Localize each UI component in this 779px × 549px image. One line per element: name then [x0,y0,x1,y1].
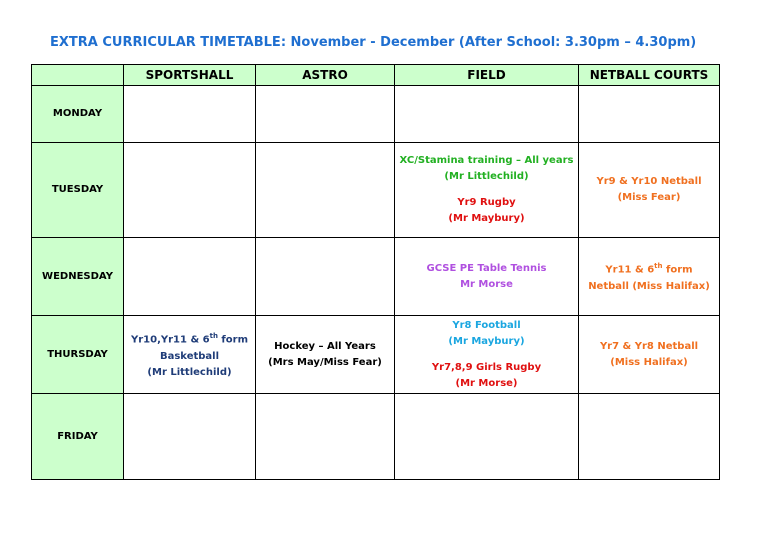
activity-hockey-title: Hockey – All Years [274,340,376,352]
day-label-tuesday: TUESDAY [32,143,124,238]
cell-tuesday-astro [256,143,395,238]
cell-friday-sportshall [124,394,256,480]
activity-basketball-years: Yr10,Yr11 & 6th form [130,332,249,346]
row-tuesday [32,143,720,238]
cell-tuesday-netball [579,143,720,238]
cell-thursday-astro [256,316,395,394]
activity-yr11-netball-staff: Netball (Miss Halifax) [588,280,710,292]
activity-yr8-football-title: Yr8 Football [452,319,521,331]
activity-table-tennis-staff: Mr Morse [460,278,513,290]
cell-friday-astro [256,394,395,480]
row-friday [32,394,720,480]
cell-tuesday-field [395,143,579,238]
cell-tuesday-sportshall [124,143,256,238]
activity-yr9-yr10-netball-staff: (Miss Fear) [617,192,681,203]
cell-monday-netball [579,86,720,143]
activity-yr9-rugby-staff: (Mr Maybury) [448,213,525,224]
row-thursday [32,316,720,394]
cell-wednesday-sportshall [124,238,256,316]
cell-thursday-netball [579,316,720,394]
activity-basketball-title: Basketball [159,350,220,362]
row-monday [32,86,720,143]
cell-thursday-field [395,316,579,394]
activity-xc-title: XC/Stamina training – All years [399,155,574,166]
header-row [32,65,720,86]
column-header-sportshall: SPORTSHALL [124,65,256,86]
column-header-field: FIELD [395,65,579,86]
column-header-netball-courts: NETBALL COURTS [579,65,720,86]
cell-monday-sportshall [124,86,256,143]
timetable [31,64,720,480]
activity-yr7-yr8-netball-staff: (Miss Halifax) [610,356,688,368]
activity-table-tennis-title: GCSE PE Table Tennis [426,262,547,274]
day-label-friday: FRIDAY [32,394,124,480]
activity-hockey-staff: (Mrs May/Miss Fear) [268,356,382,368]
activity-girls-rugby-staff: (Mr Morse) [455,377,518,389]
activity-yr9-yr10-netball-title: Yr9 & Yr10 Netball [596,176,702,187]
spacer [398,185,575,195]
cell-friday-netball [579,394,720,480]
page-title: EXTRA CURRICULAR TIMETABLE: November - December (After School: 3.30pm – 4.30pm) [50,35,697,50]
activity-yr9-rugby-title: Yr9 Rugby [457,197,516,208]
day-label-monday: MONDAY [32,86,124,143]
activity-yr8-football-staff: (Mr Maybury) [448,335,525,347]
cell-friday-field [395,394,579,480]
day-label-wednesday: WEDNESDAY [32,238,124,316]
day-label-thursday: THURSDAY [32,316,124,394]
cell-wednesday-astro [256,238,395,316]
corner-cell [32,65,124,86]
spacer [398,350,575,360]
column-header-astro: ASTRO [256,65,395,86]
cell-wednesday-field [395,238,579,316]
activity-yr11-netball-title: Yr11 & 6th form [605,262,693,276]
cell-monday-astro [256,86,395,143]
cell-thursday-sportshall [124,316,256,394]
cell-monday-field [395,86,579,143]
row-wednesday [32,238,720,316]
activity-yr7-yr8-netball-title: Yr7 & Yr8 Netball [599,340,699,352]
cell-wednesday-netball [579,238,720,316]
activity-basketball-staff: (Mr Littlechild) [147,366,232,378]
activity-girls-rugby-title: Yr7,8,9 Girls Rugby [431,361,542,373]
activity-xc-staff: (Mr Littlechild) [444,171,529,182]
